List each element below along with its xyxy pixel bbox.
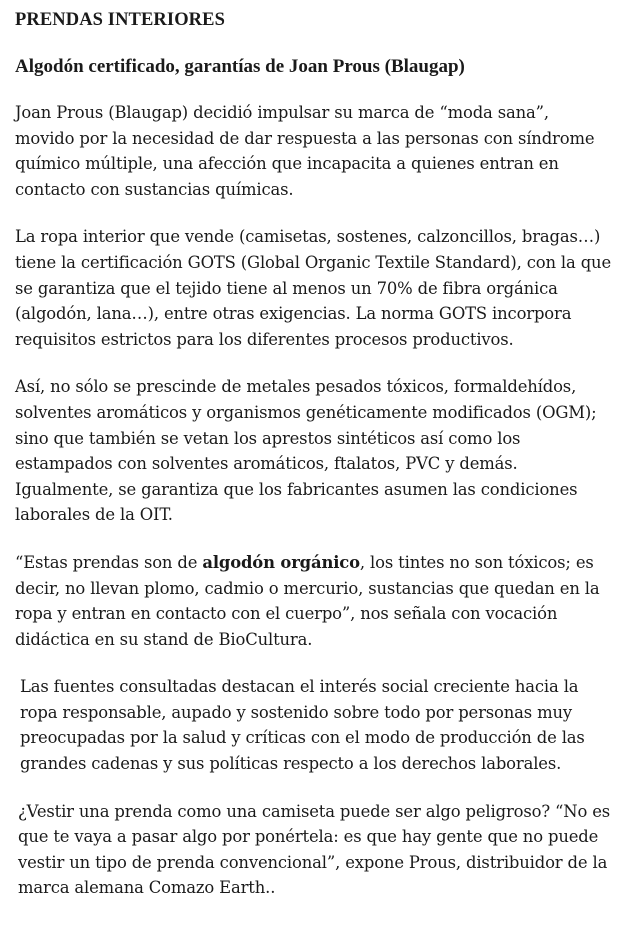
paragraph-social-interest: Las fuentes consultadas destacan el interés social creciente hacia la ropa responsable, aupado y sostenido sobre todo por personas muy preocupadas por la salud y críticas con el modo de producción de las grandes cadenas y sus políticas respecto a los derechos laborales. (20, 677, 585, 774)
paragraph-gots-certification: La ropa interior que vende (camisetas, sostenes, calzoncillos, bragas…) tiene la certificación GOTS (Global Organic Textile Standard), con la que se garantiza que el tejido tiene al menos un 70% de fibra orgánica (algodón, lana…), entre otras exigencias. La norma GOTS incorpora requisitos estrictos para los diferentes procesos productivos. (15, 227, 611, 349)
quote-text-before: “Estas prendas son de (15, 552, 203, 572)
paragraph-prohibited-substances: Así, no sólo se prescinde de metales pesados tóxicos, formaldehídos, solventes aromáticos y organismos genéticamente modificados (OGM); sino que también se vetan los aprestos sintéticos así como los estampados con solventes aromáticos, ftalatos, PVC y demás. Igualmente, se garantiza que los fabricantes asumen las condiciones laborales de la OIT. (15, 377, 597, 525)
quote-text-after: , los tintes no son tóxicos; es decir, no llevan plomo, cadmio o mercurio, sustancias que quedan en la ropa y entran en contacto con el cuerpo”, nos señala con vocación didáctica en su stand de BioCultura. (15, 552, 600, 649)
section-title: PRENDAS INTERIORES (15, 10, 225, 30)
paragraph-quote-organic-cotton (15, 550, 611, 652)
quote-bold-term: algodón orgánico (202, 552, 360, 572)
paragraph-intro: Joan Prous (Blaugap) decidió impulsar su marca de “moda sana”, movido por la necesidad de dar respuesta a las personas con síndrome químico múltiple, una afección que incapacita a quienes entran en contacto con sustancias químicas. (15, 103, 595, 199)
article-headline: Algodón certificado, garantías de Joan Prous (Blaugap) (15, 56, 465, 77)
paragraph-closing-quote: ¿Vestir una prenda como una camiseta puede ser algo peligroso? “No es que te vaya a pasar algo por ponértela: es que hay gente que no puede vestir un tipo de prenda convencional”, expone Prous, distribuidor de la marca alemana Comazo Earth.. (18, 801, 611, 898)
